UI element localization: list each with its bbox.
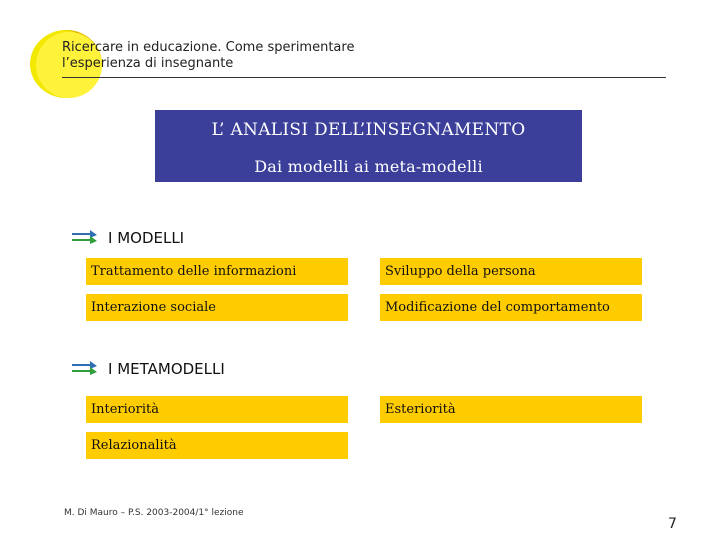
header-title-line1: Ricercare in educazione. Come sperimentare: [62, 40, 355, 55]
header-title: [62, 40, 354, 72]
header-divider: [62, 77, 666, 78]
item-interazione-sociale: Interazione sociale: [86, 294, 348, 321]
item-interiorita: Interiorità: [86, 396, 348, 423]
footer-credit: M. Di Mauro – P.S. 2003-2004/1° lezione: [64, 508, 244, 518]
item-sviluppo-persona: Sviluppo della persona: [380, 258, 642, 285]
section-label-metamodelli: I METAMODELLI: [108, 360, 225, 378]
double-arrow-icon: [72, 360, 98, 376]
page-number: 7: [668, 516, 677, 532]
double-arrow-icon: [72, 229, 98, 245]
item-esteriorita: Esteriorità: [380, 396, 642, 423]
item-trattamento-informazioni: Trattamento delle informazioni: [86, 258, 348, 285]
title-box: [155, 110, 582, 182]
header-title-line2: l’esperienza di insegnante: [62, 56, 234, 71]
item-relazionalita: Relazionalità: [86, 432, 348, 459]
section-label-modelli: I MODELLI: [108, 229, 185, 247]
slide-title: L’ ANALISI DELL’INSEGNAMENTO: [211, 120, 526, 140]
item-modificazione-comportamento: Modificazione del comportamento: [380, 294, 642, 321]
slide-subtitle: Dai modelli ai meta-modelli: [254, 157, 483, 176]
